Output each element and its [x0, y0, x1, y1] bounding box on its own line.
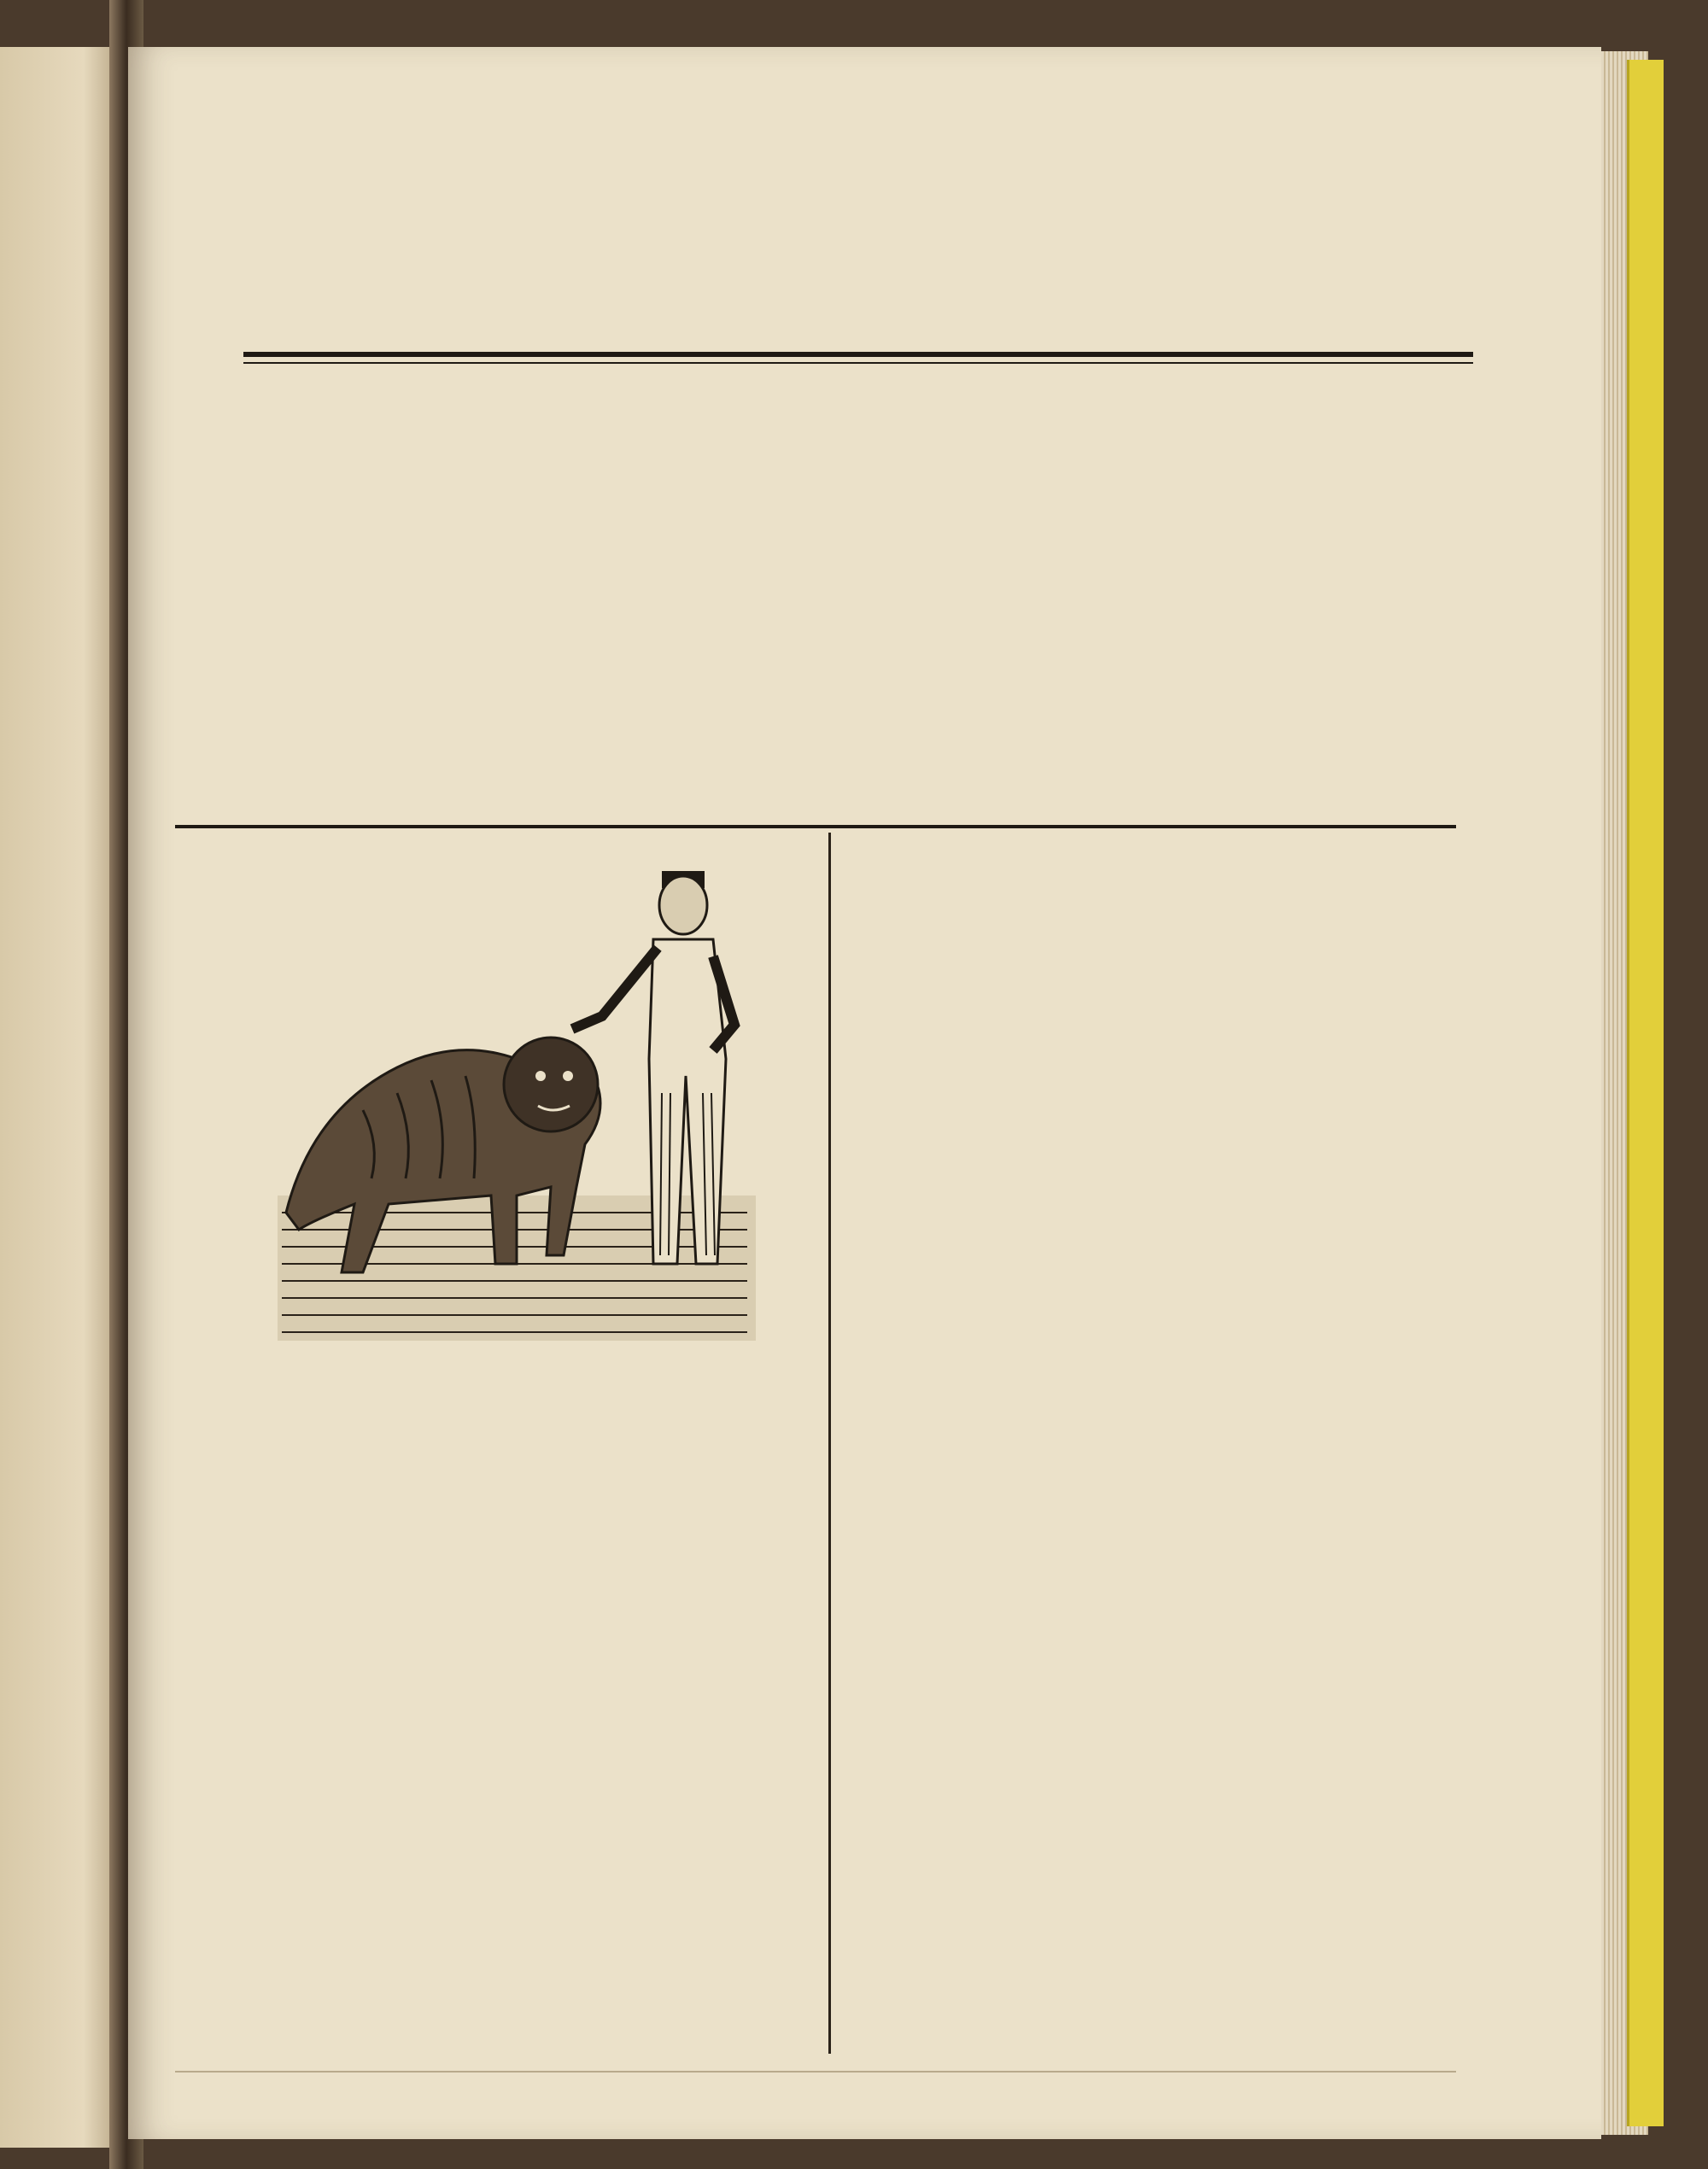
left-page-margin: [0, 47, 120, 2148]
masthead-rule: [243, 352, 1473, 364]
yellow-binding-strip: [1627, 60, 1664, 2126]
lion-tiger-woodcut-illustration: [235, 854, 790, 1366]
section-rule: [175, 825, 1456, 828]
bottom-rule: [175, 2071, 1456, 2073]
column-rule: [828, 833, 831, 2054]
issue-number: [687, 205, 944, 263]
